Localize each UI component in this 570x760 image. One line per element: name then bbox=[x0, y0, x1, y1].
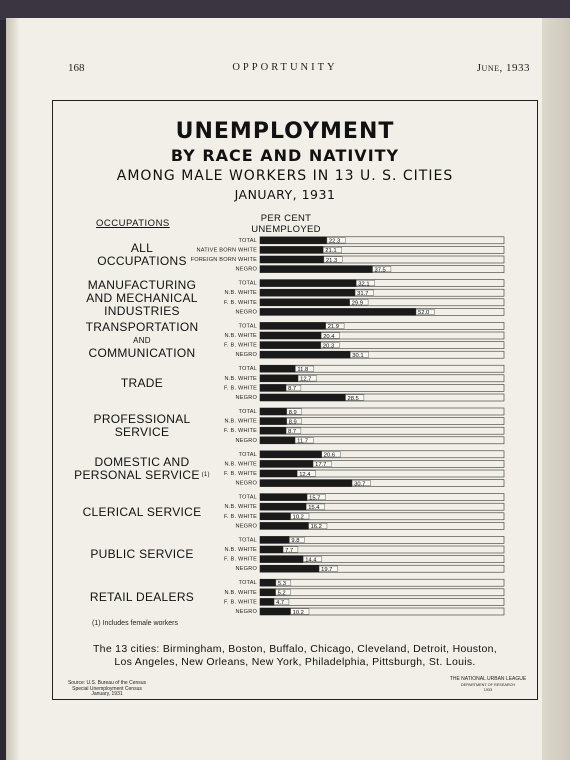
chart-subtitle: BY RACE AND NATIVITY bbox=[170, 146, 400, 165]
cities-list bbox=[60, 643, 530, 669]
value-label: 37.5 bbox=[374, 267, 386, 274]
bar bbox=[260, 522, 309, 529]
value-label: 8.7 bbox=[288, 386, 297, 393]
credit-line-2: DEPARTMENT OF RESEARCH bbox=[460, 682, 516, 687]
row-label: NEGRO bbox=[235, 566, 257, 573]
row-label: TOTAL bbox=[238, 280, 257, 287]
bar bbox=[260, 246, 323, 253]
value-label: 31.7 bbox=[357, 291, 369, 297]
bar bbox=[260, 546, 283, 553]
row-label: F. B. WHITE bbox=[224, 513, 257, 520]
row-label: N.B. WHITE bbox=[224, 333, 257, 339]
bar bbox=[260, 427, 286, 434]
category-label-line: PUBLIC SERVICE bbox=[90, 547, 194, 562]
row-label: FOREIGN BORN WHITE bbox=[190, 257, 257, 263]
credit-line-1: THE NATIONAL URBAN LEAGUE bbox=[449, 676, 527, 682]
row-label: N.B. WHITE bbox=[224, 461, 257, 468]
category-label-line: MANUFACTURING bbox=[87, 277, 197, 292]
bar-track bbox=[260, 589, 504, 596]
bar bbox=[260, 418, 287, 425]
category-label-line: OCCUPATIONS bbox=[97, 254, 187, 269]
value-label: 28.5 bbox=[347, 395, 359, 402]
value-label: 30.1 bbox=[352, 353, 364, 359]
bar bbox=[260, 237, 327, 244]
row-label: TOTAL bbox=[238, 494, 257, 501]
bar bbox=[260, 289, 355, 296]
page-number: 168 bbox=[68, 62, 85, 74]
value-label: 15.4 bbox=[308, 505, 320, 511]
bar bbox=[260, 480, 352, 487]
bar bbox=[260, 342, 321, 349]
row-label: NATIVE BORN WHITE bbox=[196, 247, 257, 254]
bar bbox=[260, 266, 373, 273]
bar bbox=[260, 408, 287, 415]
value-label: 8.9 bbox=[288, 409, 297, 416]
category-label-line: AND bbox=[133, 336, 151, 346]
value-label: 21.9 bbox=[327, 324, 339, 331]
bar bbox=[260, 451, 322, 458]
value-label: 19.7 bbox=[321, 567, 333, 573]
category-label-line: PROFESSIONAL bbox=[93, 412, 191, 427]
bar bbox=[260, 299, 350, 306]
row-label: TOTAL bbox=[238, 323, 257, 330]
row-label: NEGRO bbox=[235, 352, 257, 359]
value-label: 14.4 bbox=[305, 557, 317, 564]
bar bbox=[260, 437, 295, 444]
source-line-2: Special Unemployment Census bbox=[72, 685, 142, 692]
bar bbox=[260, 608, 291, 615]
category-label-line: SERVICE bbox=[114, 425, 170, 440]
bar bbox=[260, 280, 356, 287]
bar bbox=[260, 256, 324, 263]
category-label-line: RETAIL DEALERS bbox=[89, 590, 195, 605]
value-label: 17.7 bbox=[315, 462, 327, 469]
row-label: TOTAL bbox=[238, 580, 257, 587]
journal-title: OPPORTUNITY bbox=[232, 62, 338, 73]
category-label-line: CLERICAL SERVICE bbox=[82, 504, 202, 519]
source-credit bbox=[62, 681, 152, 698]
row-label: NEGRO bbox=[235, 609, 257, 615]
category-label-line: AND MECHANICAL bbox=[86, 290, 198, 305]
row-label: NEGRO bbox=[235, 480, 257, 487]
value-label: 10.2 bbox=[292, 514, 304, 521]
row-label: F. B. WHITE bbox=[224, 299, 257, 306]
bar bbox=[260, 598, 274, 605]
row-label: NEGRO bbox=[235, 266, 257, 273]
row-label: F. B. WHITE bbox=[224, 428, 257, 435]
row-label: F. B. WHITE bbox=[224, 342, 257, 349]
value-label: 30.7 bbox=[354, 481, 366, 488]
row-label: F. B. WHITE bbox=[224, 471, 257, 477]
source-line-1: Source: U.S. Bureau of the Census bbox=[67, 680, 147, 686]
footnote-marker: (1) bbox=[199, 472, 210, 479]
value-label: 5.3 bbox=[277, 581, 286, 587]
row-label: TOTAL bbox=[238, 237, 257, 244]
value-label: 21.3 bbox=[325, 257, 338, 264]
credit-line-3: 1933 bbox=[483, 688, 493, 693]
bar bbox=[260, 565, 319, 572]
value-label: 12.4 bbox=[299, 471, 311, 478]
row-label: N.B. WHITE bbox=[224, 290, 257, 297]
category-label-line: ALL bbox=[130, 241, 154, 256]
bar bbox=[260, 470, 297, 477]
row-label: NEGRO bbox=[235, 437, 257, 444]
value-label: 7.7 bbox=[285, 547, 294, 554]
value-label: 8.7 bbox=[288, 429, 297, 435]
category-label-line: TRANSPORTATION bbox=[85, 320, 199, 335]
row-label: F. B. WHITE bbox=[224, 599, 257, 606]
bar bbox=[260, 556, 303, 563]
value-label: 4.7 bbox=[276, 600, 285, 607]
value-label: 29.9 bbox=[351, 300, 363, 307]
bar bbox=[260, 589, 276, 596]
row-label: N.B. WHITE bbox=[224, 418, 257, 425]
bar bbox=[260, 536, 289, 543]
value-label: 20.4 bbox=[323, 333, 335, 340]
value-label: 5.2 bbox=[277, 590, 286, 597]
chart-date: JANUARY, 1931 bbox=[234, 187, 336, 202]
value-label: 32.1 bbox=[358, 281, 370, 288]
value-label: 20.6 bbox=[323, 452, 336, 459]
cities-line-2: Los Angeles, New Orleans, New York, Philadelphia, Pittsburgh, St. Louis. bbox=[114, 656, 476, 668]
bar bbox=[260, 394, 346, 401]
row-label: NEGRO bbox=[235, 523, 257, 530]
row-label: TOTAL bbox=[238, 537, 257, 544]
value-label: 52.0 bbox=[418, 310, 430, 317]
row-label: NEGRO bbox=[235, 309, 257, 316]
row-label: F. B. WHITE bbox=[224, 385, 257, 392]
bar bbox=[260, 513, 291, 520]
category-label-line: PERSONAL SERVICE $^{(1)}$ bbox=[74, 468, 210, 483]
bar bbox=[260, 503, 306, 510]
value-label: 11.7 bbox=[297, 438, 308, 445]
bar-track bbox=[260, 598, 504, 605]
value-label: 10.2 bbox=[292, 609, 304, 616]
row-label: TOTAL bbox=[238, 366, 257, 373]
category-label-line: TRADE bbox=[120, 376, 164, 391]
cities-line-1: The 13 cities: Birmingham, Boston, Buffalo, Chicago, Cleveland, Detroit, Houston, bbox=[92, 643, 498, 655]
category-label-line: INDUSTRIES bbox=[104, 303, 180, 318]
row-label: N.B. WHITE bbox=[224, 547, 257, 553]
value-label: 12.7 bbox=[300, 376, 312, 383]
bar bbox=[260, 308, 416, 315]
row-label: N.B. WHITE bbox=[224, 504, 257, 511]
category-label-line: DOMESTIC AND bbox=[94, 455, 190, 470]
value-label: 15.7 bbox=[309, 495, 321, 502]
bar bbox=[260, 322, 326, 329]
bar bbox=[260, 384, 286, 391]
category-label-line: COMMUNICATION bbox=[88, 346, 196, 361]
bar bbox=[260, 579, 276, 586]
value-label: 11.8 bbox=[297, 367, 309, 373]
value-label: 21.1 bbox=[325, 248, 337, 255]
issue-date: June, 1933 bbox=[476, 62, 530, 74]
row-label: NEGRO bbox=[235, 395, 257, 401]
bar bbox=[260, 351, 350, 358]
bar bbox=[260, 460, 313, 467]
row-label: TOTAL bbox=[238, 451, 257, 458]
row-label: N.B. WHITE bbox=[224, 375, 257, 382]
row-label: TOTAL bbox=[238, 409, 257, 415]
chart-subtitle-2: AMONG MALE WORKERS IN 13 U. S. CITIES bbox=[116, 168, 454, 184]
row-label: N.B. WHITE bbox=[224, 589, 257, 596]
value-label: 20.3 bbox=[322, 343, 335, 350]
bar-track bbox=[260, 579, 504, 586]
bar bbox=[260, 494, 307, 501]
chart-title: UNEMPLOYMENT bbox=[175, 119, 395, 144]
source-line-3: January, 1931 bbox=[91, 691, 123, 698]
bar bbox=[260, 375, 298, 382]
bar bbox=[260, 332, 321, 339]
value-label: 22.3 bbox=[328, 238, 341, 245]
footnote: (1) Includes female workers bbox=[92, 620, 178, 627]
bar bbox=[260, 365, 295, 372]
value-label: 9.8 bbox=[291, 538, 300, 545]
row-label: F. B. WHITE bbox=[224, 556, 257, 563]
research-credit bbox=[440, 677, 536, 694]
value-label: 8.9 bbox=[288, 419, 297, 426]
value-header: PER CENT UNEMPLOYED bbox=[251, 213, 321, 235]
value-label: 16.2 bbox=[310, 524, 322, 531]
occupations-header: OCCUPATIONS bbox=[96, 218, 170, 229]
